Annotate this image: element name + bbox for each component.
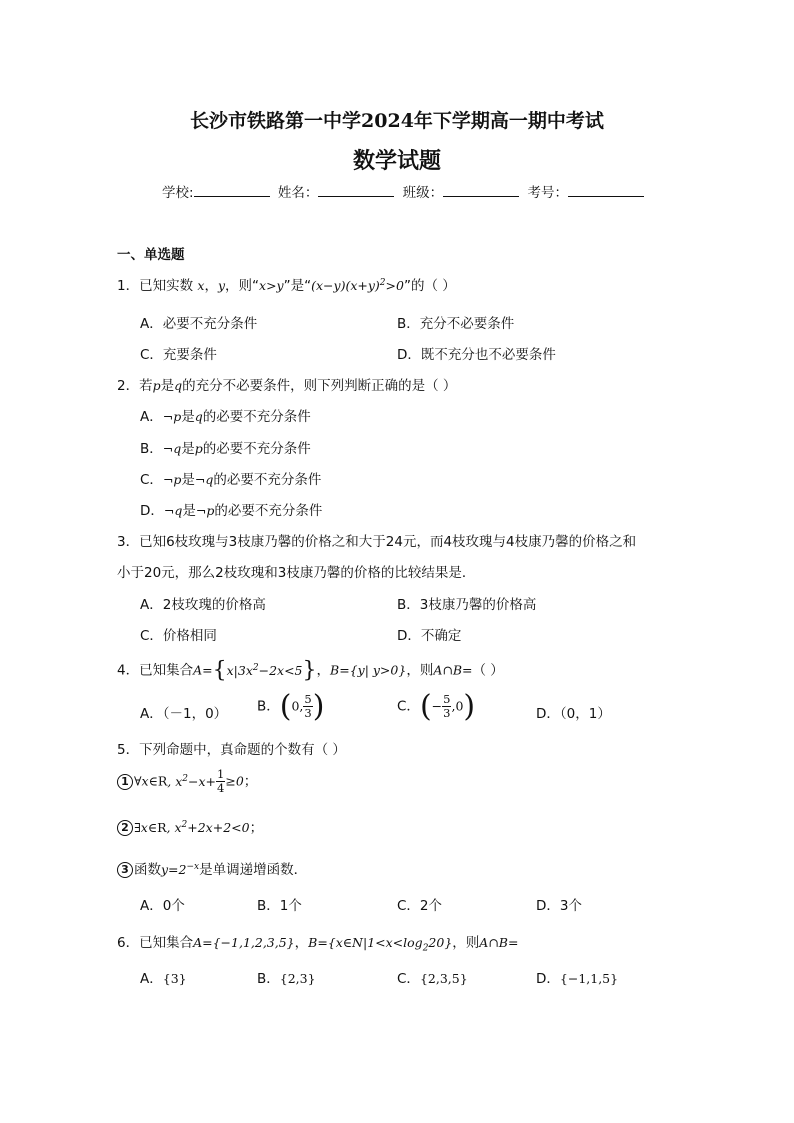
exam-school-title: 长沙市铁路第一中学2024年下学期高一期中考试: [190, 110, 604, 132]
question-3-stem-line2: 小于20元，那么2枝玫瑰和3枝康乃馨的价格的比较结果是．: [117, 565, 476, 581]
circled-number-1-icon: 1: [117, 774, 133, 790]
name-label: 姓名：: [277, 185, 319, 201]
set-b-expr: B={y| y>0}: [330, 662, 407, 678]
math-expr: x>y: [259, 278, 284, 293]
q2-option-c[interactable]: C．¬p是¬q的必要不充分条件: [140, 472, 322, 488]
number-label: 考号：: [527, 185, 568, 201]
q5-option-b[interactable]: B．1个: [257, 898, 302, 914]
question-1-stem: 1．已知实数 x，y，则“x>y”是“$(x-y)(x+y)^2>0$”的（ ）: [117, 277, 456, 294]
q5-option-a[interactable]: A．0个: [140, 898, 185, 914]
circled-number-2-icon: 2: [117, 820, 133, 836]
school-label: 学校:: [162, 185, 194, 201]
number-blank[interactable]: [568, 184, 644, 197]
q5-statement-2: 2 ∃x∈R, $x^2+2x+2<0$；: [117, 816, 263, 836]
q5-statement-3: 3 函数$y=2^{-x}$是单调递增函数．: [117, 858, 307, 878]
q1-option-c[interactable]: C．充要条件: [140, 347, 217, 363]
q2-option-d[interactable]: D．¬q是¬p的必要不充分条件: [140, 503, 323, 519]
question-2-stem: 2．若p是q的充分不必要条件，则下列判断正确的是（ ）: [117, 378, 457, 394]
math-expr: x: [197, 278, 205, 293]
q4-option-d[interactable]: D．（0，1）: [536, 706, 611, 722]
q5-option-d[interactable]: D．3个: [536, 898, 582, 914]
q2-option-a[interactable]: A．¬p是q的必要不充分条件: [140, 409, 311, 425]
name-blank[interactable]: [318, 184, 394, 197]
class-label: 班级：: [402, 185, 444, 201]
q1-option-d[interactable]: D．既不充分也不必要条件: [397, 347, 556, 363]
circled-number-3-icon: 3: [117, 862, 133, 878]
q3-option-d[interactable]: D．不确定: [397, 628, 462, 644]
question-3-stem-line1: 3．已知6枝玫瑰与3枝康乃馨的价格之和大于24元，而4枝玫瑰与4枝康乃馨的价格之和: [117, 534, 637, 550]
q1-option-b[interactable]: B．充分不必要条件: [397, 316, 515, 332]
q3-option-c[interactable]: C．价格相同: [140, 628, 217, 644]
class-blank[interactable]: [443, 184, 519, 197]
q5-option-c[interactable]: C．2个: [397, 898, 443, 914]
question-4-stem: 4．已知集合$A=\{x|3x^2-2x<5\}$，B={y| y>0}，则A∩B=（ ）: [117, 658, 504, 683]
school-blank[interactable]: [194, 184, 270, 197]
q4-option-a[interactable]: A．（－1，0）: [140, 706, 228, 722]
q5-statement-1: 1 ∀x∈R, $x^2-x+$ $\frac{1}{4}$ ≥0；: [117, 768, 257, 795]
q2-option-b[interactable]: B．¬q是p的必要不充分条件: [140, 441, 311, 457]
q6-option-c[interactable]: C．{2,3,5}: [397, 971, 468, 987]
q4-option-b[interactable]: B．(0, $\frac{5}{3}$ ): [257, 689, 325, 724]
set-a-expr: A: [193, 662, 203, 678]
q3-option-a[interactable]: A．2枝玫瑰的价格高: [140, 597, 266, 613]
student-info-line: [162, 181, 648, 201]
question-6-stem: 6．已知集合A={−1,1,2,3,5}，$B=\{x\in N|1<x<\log_220\}$，则A∩B=: [117, 935, 519, 954]
q3-option-b[interactable]: B．3枝康乃馨的价格高: [397, 597, 537, 613]
math-expr: $(x-y)(x+y)^2>0$: [311, 277, 404, 293]
q6-option-a[interactable]: A．{3}: [140, 971, 187, 987]
exam-subject-title: 数学试题: [352, 149, 441, 174]
q4-option-c[interactable]: C．(− $\frac{5}{3}$ ,0): [397, 689, 476, 724]
q6-option-d[interactable]: D．{−1,1,5}: [536, 971, 619, 987]
section-title: 一、单选题: [117, 247, 185, 263]
q6-option-b[interactable]: B．{2,3}: [257, 971, 316, 987]
question-5-stem: 5．下列命题中，真命题的个数有（ ）: [117, 742, 346, 758]
q1-option-a[interactable]: A．必要不充分条件: [140, 316, 258, 332]
